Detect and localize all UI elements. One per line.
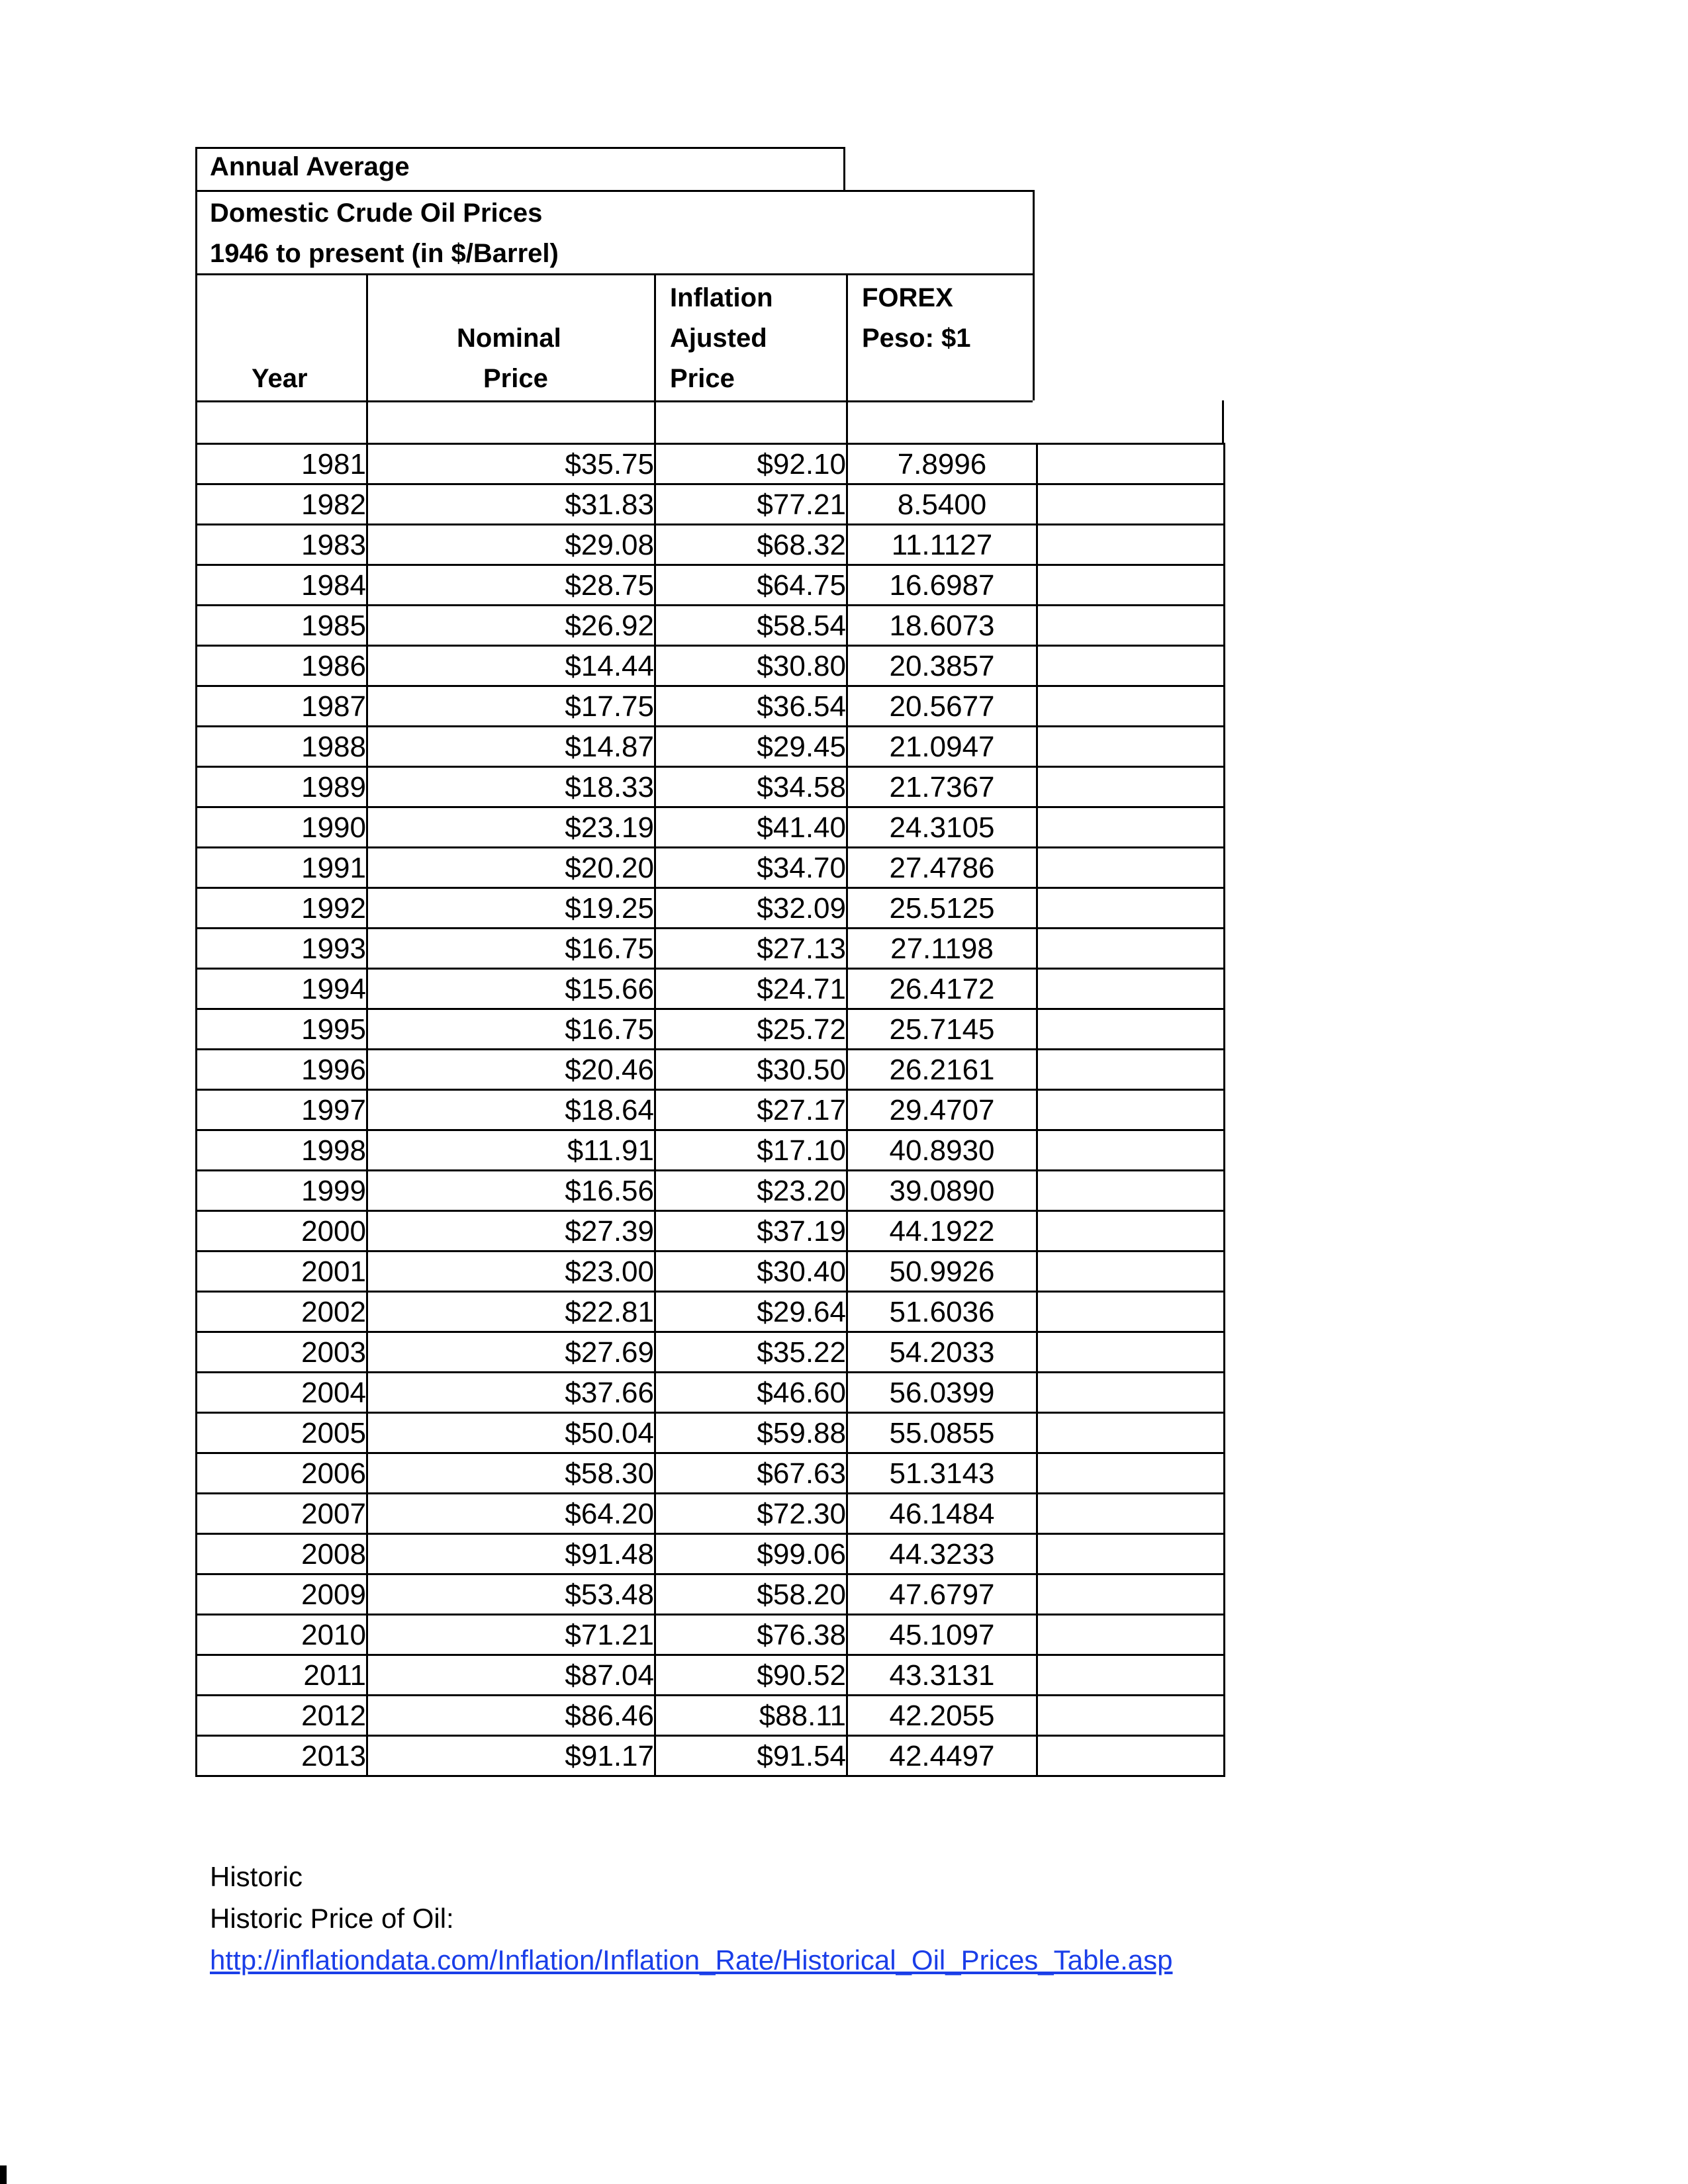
cell-adjusted: $30.50	[655, 1050, 847, 1090]
cell-empty	[1037, 969, 1225, 1009]
cell-adjusted: $99.06	[655, 1534, 847, 1574]
cell-nominal: $14.44	[367, 646, 655, 686]
cell-empty	[1037, 484, 1225, 525]
table-row	[197, 888, 1225, 929]
table-row	[197, 1574, 1225, 1615]
cell-adjusted: $34.58	[655, 767, 847, 807]
cell-adjusted: $72.30	[655, 1494, 847, 1534]
cell-forex: 26.2161	[847, 1050, 1037, 1090]
cell-year: 1981	[197, 444, 367, 484]
cell-empty	[1037, 1696, 1225, 1736]
table-row	[197, 1292, 1225, 1332]
cell-empty	[1037, 1009, 1225, 1050]
cell-forex: 21.0947	[847, 727, 1037, 767]
cell-nominal: $17.75	[367, 686, 655, 727]
cell-forex: 27.4786	[847, 848, 1037, 888]
table-row	[197, 1453, 1225, 1494]
cell-nominal: $16.56	[367, 1171, 655, 1211]
cell-year: 2002	[197, 1292, 367, 1332]
cell-adjusted: $27.17	[655, 1090, 847, 1130]
cell-nominal: $18.64	[367, 1090, 655, 1130]
cell-adjusted: $88.11	[655, 1696, 847, 1736]
table-row	[197, 525, 1225, 565]
table-row	[197, 1211, 1225, 1251]
table-row	[197, 1615, 1225, 1655]
cell-nominal: $50.04	[367, 1413, 655, 1453]
cell-adjusted: $29.64	[655, 1292, 847, 1332]
cell-year: 2006	[197, 1453, 367, 1494]
cell-nominal: $18.33	[367, 767, 655, 807]
cell-year: 1999	[197, 1171, 367, 1211]
cell-empty	[1037, 1453, 1225, 1494]
oil-price-table-body	[197, 444, 1225, 1776]
cell-adjusted: $76.38	[655, 1615, 847, 1655]
table-row	[197, 646, 1225, 686]
cell-forex: 46.1484	[847, 1494, 1037, 1534]
table-row	[197, 929, 1225, 969]
cell-empty	[1037, 444, 1225, 484]
cell-forex: 16.6987	[847, 565, 1037, 606]
table-row	[197, 1534, 1225, 1574]
header-forex-line1: FOREX	[862, 283, 953, 312]
cell-forex: 40.8930	[847, 1130, 1037, 1171]
cell-forex: 47.6797	[847, 1574, 1037, 1615]
cell-forex: 25.7145	[847, 1009, 1037, 1050]
header-year: Year	[252, 364, 308, 393]
cell-year: 1982	[197, 484, 367, 525]
table-row	[197, 565, 1225, 606]
table-row	[197, 484, 1225, 525]
cell-nominal: $14.87	[367, 727, 655, 767]
cell-adjusted: $17.10	[655, 1130, 847, 1171]
cell-adjusted: $77.21	[655, 484, 847, 525]
cell-year: 1987	[197, 686, 367, 727]
cell-forex: 43.3131	[847, 1655, 1037, 1696]
cell-nominal: $31.83	[367, 484, 655, 525]
cell-year: 1991	[197, 848, 367, 888]
cell-empty	[1037, 848, 1225, 888]
cell-year: 2005	[197, 1413, 367, 1453]
cell-forex: 29.4707	[847, 1090, 1037, 1130]
blank-row-year	[195, 400, 368, 445]
cell-forex: 25.5125	[847, 888, 1037, 929]
cell-forex: 51.3143	[847, 1453, 1037, 1494]
cell-empty	[1037, 1615, 1225, 1655]
cell-empty	[1037, 929, 1225, 969]
cell-empty	[1037, 1332, 1225, 1373]
cell-year: 1986	[197, 646, 367, 686]
cell-adjusted: $67.63	[655, 1453, 847, 1494]
source-url-link[interactable]: http://inflationdata.com/Inflation/Inflation_Rate/Historical_Oil_Prices_Table.asp	[210, 1944, 1173, 1976]
blank-row-nominal	[366, 400, 656, 445]
cell-adjusted: $90.52	[655, 1655, 847, 1696]
cell-forex: 45.1097	[847, 1615, 1037, 1655]
title-date-range: 1946 to present (in $/Barrel)	[210, 239, 559, 268]
cell-year: 1988	[197, 727, 367, 767]
cell-nominal: $71.21	[367, 1615, 655, 1655]
cell-adjusted: $34.70	[655, 848, 847, 888]
cell-forex: 7.8996	[847, 444, 1037, 484]
header-adjusted-line1: Inflation	[670, 283, 773, 312]
cell-empty	[1037, 1090, 1225, 1130]
cell-year: 1983	[197, 525, 367, 565]
cell-nominal: $20.20	[367, 848, 655, 888]
cell-forex: 42.4497	[847, 1736, 1037, 1776]
cell-year: 2004	[197, 1373, 367, 1413]
table-row	[197, 767, 1225, 807]
cell-empty	[1037, 1292, 1225, 1332]
cell-adjusted: $35.22	[655, 1332, 847, 1373]
cell-nominal: $26.92	[367, 606, 655, 646]
cell-adjusted: $46.60	[655, 1373, 847, 1413]
cell-nominal: $19.25	[367, 888, 655, 929]
cell-nominal: $23.00	[367, 1251, 655, 1292]
cell-empty	[1037, 1736, 1225, 1776]
cell-forex: 24.3105	[847, 807, 1037, 848]
cell-empty	[1037, 1655, 1225, 1696]
table-row	[197, 727, 1225, 767]
cell-adjusted: $30.40	[655, 1251, 847, 1292]
table-row	[197, 1655, 1225, 1696]
cell-year: 2001	[197, 1251, 367, 1292]
cell-forex: 44.3233	[847, 1534, 1037, 1574]
cell-adjusted: $64.75	[655, 565, 847, 606]
blank-row-adjusted	[654, 400, 848, 445]
cell-nominal: $23.19	[367, 807, 655, 848]
table-row	[197, 1736, 1225, 1776]
cell-empty	[1037, 686, 1225, 727]
cell-forex: 51.6036	[847, 1292, 1037, 1332]
cell-year: 2012	[197, 1696, 367, 1736]
cell-adjusted: $92.10	[655, 444, 847, 484]
cell-year: 1990	[197, 807, 367, 848]
table-row	[197, 1251, 1225, 1292]
cell-nominal: $91.48	[367, 1534, 655, 1574]
table-row	[197, 848, 1225, 888]
cell-year: 2007	[197, 1494, 367, 1534]
cell-empty	[1037, 1130, 1225, 1171]
cell-year: 1992	[197, 888, 367, 929]
cell-adjusted: $27.13	[655, 929, 847, 969]
cell-adjusted: $29.45	[655, 727, 847, 767]
table-row	[197, 1494, 1225, 1534]
table-row	[197, 1009, 1225, 1050]
scan-edge-mark	[0, 2165, 7, 2184]
cell-year: 1984	[197, 565, 367, 606]
cell-forex: 50.9926	[847, 1251, 1037, 1292]
cell-adjusted: $58.20	[655, 1574, 847, 1615]
cell-empty	[1037, 1574, 1225, 1615]
table-row	[197, 1696, 1225, 1736]
table-row	[197, 1413, 1225, 1453]
cell-forex: 54.2033	[847, 1332, 1037, 1373]
cell-adjusted: $91.54	[655, 1736, 847, 1776]
footer-historic-price-label: Historic Price of Oil:	[210, 1903, 454, 1934]
table-row	[197, 1090, 1225, 1130]
cell-empty	[1037, 1373, 1225, 1413]
title-domestic-crude-oil-prices: Domestic Crude Oil Prices	[210, 199, 543, 228]
cell-empty	[1037, 1534, 1225, 1574]
cell-adjusted: $41.40	[655, 807, 847, 848]
cell-year: 2013	[197, 1736, 367, 1776]
cell-empty	[1037, 1050, 1225, 1090]
cell-empty	[1037, 727, 1225, 767]
cell-nominal: $35.75	[367, 444, 655, 484]
cell-year: 2008	[197, 1534, 367, 1574]
header-nominal-line1: Nominal	[457, 324, 561, 353]
header-adjusted-line2: Ajusted	[670, 324, 767, 353]
cell-nominal: $27.39	[367, 1211, 655, 1251]
table-row	[197, 969, 1225, 1009]
cell-empty	[1037, 1251, 1225, 1292]
cell-empty	[1037, 1494, 1225, 1534]
cell-adjusted: $24.71	[655, 969, 847, 1009]
cell-nominal: $86.46	[367, 1696, 655, 1736]
footer-historic: Historic	[210, 1861, 303, 1892]
cell-nominal: $58.30	[367, 1453, 655, 1494]
blank-row-forex	[846, 400, 1035, 445]
cell-adjusted: $59.88	[655, 1413, 847, 1453]
cell-empty	[1037, 646, 1225, 686]
cell-empty	[1037, 1211, 1225, 1251]
cell-forex: 20.5677	[847, 686, 1037, 727]
header-nominal-line2: Price	[483, 364, 548, 393]
cell-year: 2000	[197, 1211, 367, 1251]
table-row	[197, 807, 1225, 848]
table-row	[197, 1171, 1225, 1211]
cell-year: 2009	[197, 1574, 367, 1615]
cell-adjusted: $58.54	[655, 606, 847, 646]
cell-adjusted: $25.72	[655, 1009, 847, 1050]
blank-row-extra	[1033, 400, 1224, 445]
cell-year: 1994	[197, 969, 367, 1009]
table-row	[197, 686, 1225, 727]
cell-adjusted: $23.20	[655, 1171, 847, 1211]
cell-year: 1989	[197, 767, 367, 807]
header-adjusted-line3: Price	[670, 364, 735, 393]
cell-forex: 8.5400	[847, 484, 1037, 525]
cell-forex: 21.7367	[847, 767, 1037, 807]
table-row	[197, 1050, 1225, 1090]
cell-year: 2011	[197, 1655, 367, 1696]
table-row	[197, 444, 1225, 484]
cell-year: 2003	[197, 1332, 367, 1373]
cell-empty	[1037, 606, 1225, 646]
cell-nominal: $91.17	[367, 1736, 655, 1776]
cell-empty	[1037, 565, 1225, 606]
cell-nominal: $11.91	[367, 1130, 655, 1171]
cell-forex: 39.0890	[847, 1171, 1037, 1211]
table-row	[197, 1332, 1225, 1373]
cell-nominal: $22.81	[367, 1292, 655, 1332]
oil-price-table	[195, 443, 1225, 1777]
title-annual-average: Annual Average	[210, 152, 410, 181]
cell-year: 1998	[197, 1130, 367, 1171]
cell-year: 2010	[197, 1615, 367, 1655]
cell-nominal: $16.75	[367, 929, 655, 969]
cell-forex: 44.1922	[847, 1211, 1037, 1251]
cell-adjusted: $68.32	[655, 525, 847, 565]
cell-forex: 18.6073	[847, 606, 1037, 646]
cell-forex: 56.0399	[847, 1373, 1037, 1413]
cell-empty	[1037, 1413, 1225, 1453]
cell-year: 1985	[197, 606, 367, 646]
cell-year: 1996	[197, 1050, 367, 1090]
cell-forex: 11.1127	[847, 525, 1037, 565]
cell-nominal: $87.04	[367, 1655, 655, 1696]
cell-nominal: $16.75	[367, 1009, 655, 1050]
cell-forex: 27.1198	[847, 929, 1037, 969]
cell-year: 1993	[197, 929, 367, 969]
cell-forex: 26.4172	[847, 969, 1037, 1009]
cell-empty	[1037, 807, 1225, 848]
cell-forex: 42.2055	[847, 1696, 1037, 1736]
cell-year: 1995	[197, 1009, 367, 1050]
cell-forex: 55.0855	[847, 1413, 1037, 1453]
cell-year: 1997	[197, 1090, 367, 1130]
cell-nominal: $37.66	[367, 1373, 655, 1413]
cell-empty	[1037, 888, 1225, 929]
cell-empty	[1037, 1171, 1225, 1211]
table-row	[197, 1130, 1225, 1171]
cell-nominal: $15.66	[367, 969, 655, 1009]
cell-adjusted: $32.09	[655, 888, 847, 929]
header-forex-line2: Peso: $1	[862, 324, 971, 353]
cell-adjusted: $37.19	[655, 1211, 847, 1251]
table-row	[197, 1373, 1225, 1413]
footer-link-container	[210, 1940, 1172, 1981]
cell-nominal: $28.75	[367, 565, 655, 606]
cell-adjusted: $36.54	[655, 686, 847, 727]
cell-nominal: $64.20	[367, 1494, 655, 1534]
cell-nominal: $20.46	[367, 1050, 655, 1090]
cell-nominal: $29.08	[367, 525, 655, 565]
cell-nominal: $53.48	[367, 1574, 655, 1615]
cell-empty	[1037, 525, 1225, 565]
cell-empty	[1037, 767, 1225, 807]
cell-nominal: $27.69	[367, 1332, 655, 1373]
cell-forex: 20.3857	[847, 646, 1037, 686]
table-row	[197, 606, 1225, 646]
cell-adjusted: $30.80	[655, 646, 847, 686]
